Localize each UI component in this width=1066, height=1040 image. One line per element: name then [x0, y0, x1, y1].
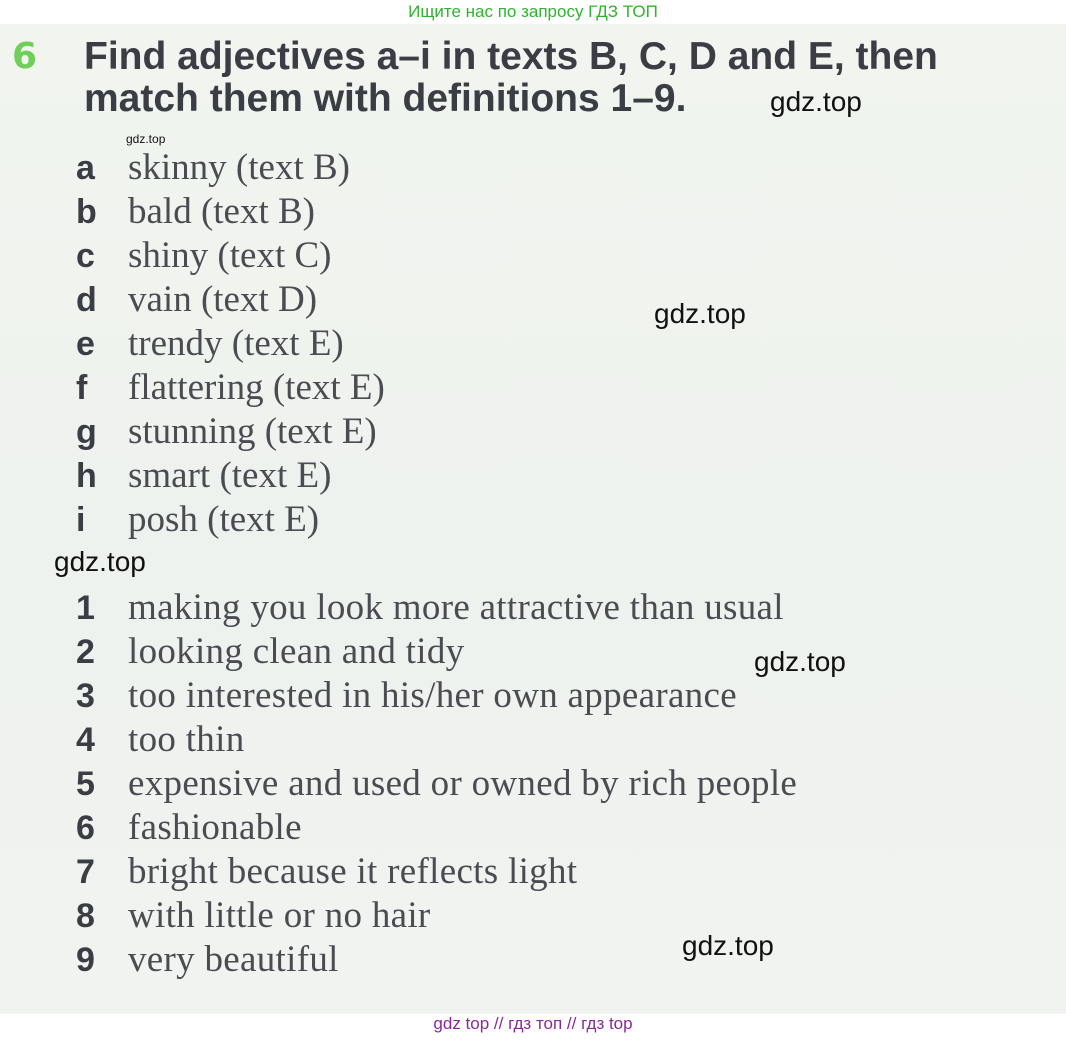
definition-text: making you look more attractive than usual [128, 587, 784, 628]
task-instruction: Find adjectives a–i in texts B, C, D and E, then match them with definitions 1–9. [84, 35, 938, 120]
definition-item [0, 674, 1066, 718]
definition-item [0, 718, 1066, 762]
adjective-item [0, 278, 1066, 322]
definition-key: 6 [76, 809, 95, 847]
definition-text: very beautiful [128, 939, 339, 980]
watermark: gdz.top [654, 298, 746, 329]
definition-text: too thin [128, 719, 245, 760]
adjective-text: bald (text B) [128, 191, 316, 232]
adjective-key: e [76, 325, 95, 363]
adjective-key: f [76, 369, 88, 407]
adjective-key: d [76, 281, 97, 319]
watermark: gdz.top [54, 546, 146, 577]
adjective-key: a [76, 149, 95, 187]
bottom-banner: gdz top // гдз топ // гдз top [433, 1014, 633, 1033]
definition-item [0, 630, 1066, 674]
adjective-key: h [76, 457, 97, 495]
adjective-item [0, 410, 1066, 454]
adjective-item [0, 498, 1066, 542]
definition-item [0, 850, 1066, 894]
definition-key: 4 [76, 721, 95, 759]
adjective-item [0, 146, 1066, 190]
adjective-key: i [76, 501, 86, 539]
definition-key: 3 [76, 677, 95, 715]
adjective-text: skinny (text B) [128, 147, 350, 188]
definition-key: 2 [76, 633, 95, 671]
watermark: gdz.top [770, 86, 862, 117]
definition-text: too interested in his/her own appearance [128, 675, 737, 716]
adjective-key: c [76, 237, 95, 275]
adjective-text: trendy (text E) [128, 323, 344, 364]
task-number: 6 [12, 36, 38, 77]
adjective-text: shiny (text C) [128, 235, 332, 276]
adjective-text: vain (text D) [128, 279, 318, 320]
adjective-key: g [76, 413, 97, 451]
adjective-item [0, 454, 1066, 498]
definition-text: with little or no hair [128, 895, 431, 936]
definition-text: fashionable [128, 807, 302, 848]
watermark: gdz.top [682, 930, 774, 961]
top-banner: Ищите нас по запросу ГДЗ ТОП [408, 2, 658, 21]
definition-key: 9 [76, 941, 95, 979]
definition-item [0, 806, 1066, 850]
adjective-text: stunning (text E) [128, 411, 377, 452]
adjective-item [0, 234, 1066, 278]
adjective-key: b [76, 193, 97, 231]
definition-item [0, 894, 1066, 938]
definition-item [0, 586, 1066, 630]
definition-text: bright because it reflects light [128, 851, 578, 892]
definition-key: 7 [76, 853, 95, 891]
adjective-text: posh (text E) [128, 499, 320, 540]
adjective-text: flattering (text E) [128, 367, 385, 408]
adjective-text: smart (text E) [128, 455, 332, 496]
definition-key: 1 [76, 589, 95, 627]
watermark-small: gdz.top [126, 132, 166, 146]
adjective-item [0, 190, 1066, 234]
definition-text: looking clean and tidy [128, 631, 465, 672]
definition-key: 5 [76, 765, 95, 803]
definition-key: 8 [76, 897, 95, 935]
watermark: gdz.top [754, 646, 846, 677]
definition-item [0, 938, 1066, 982]
adjective-item [0, 322, 1066, 366]
adjective-item [0, 366, 1066, 410]
definition-item [0, 762, 1066, 806]
definition-text: expensive and used or owned by rich people [128, 763, 798, 804]
